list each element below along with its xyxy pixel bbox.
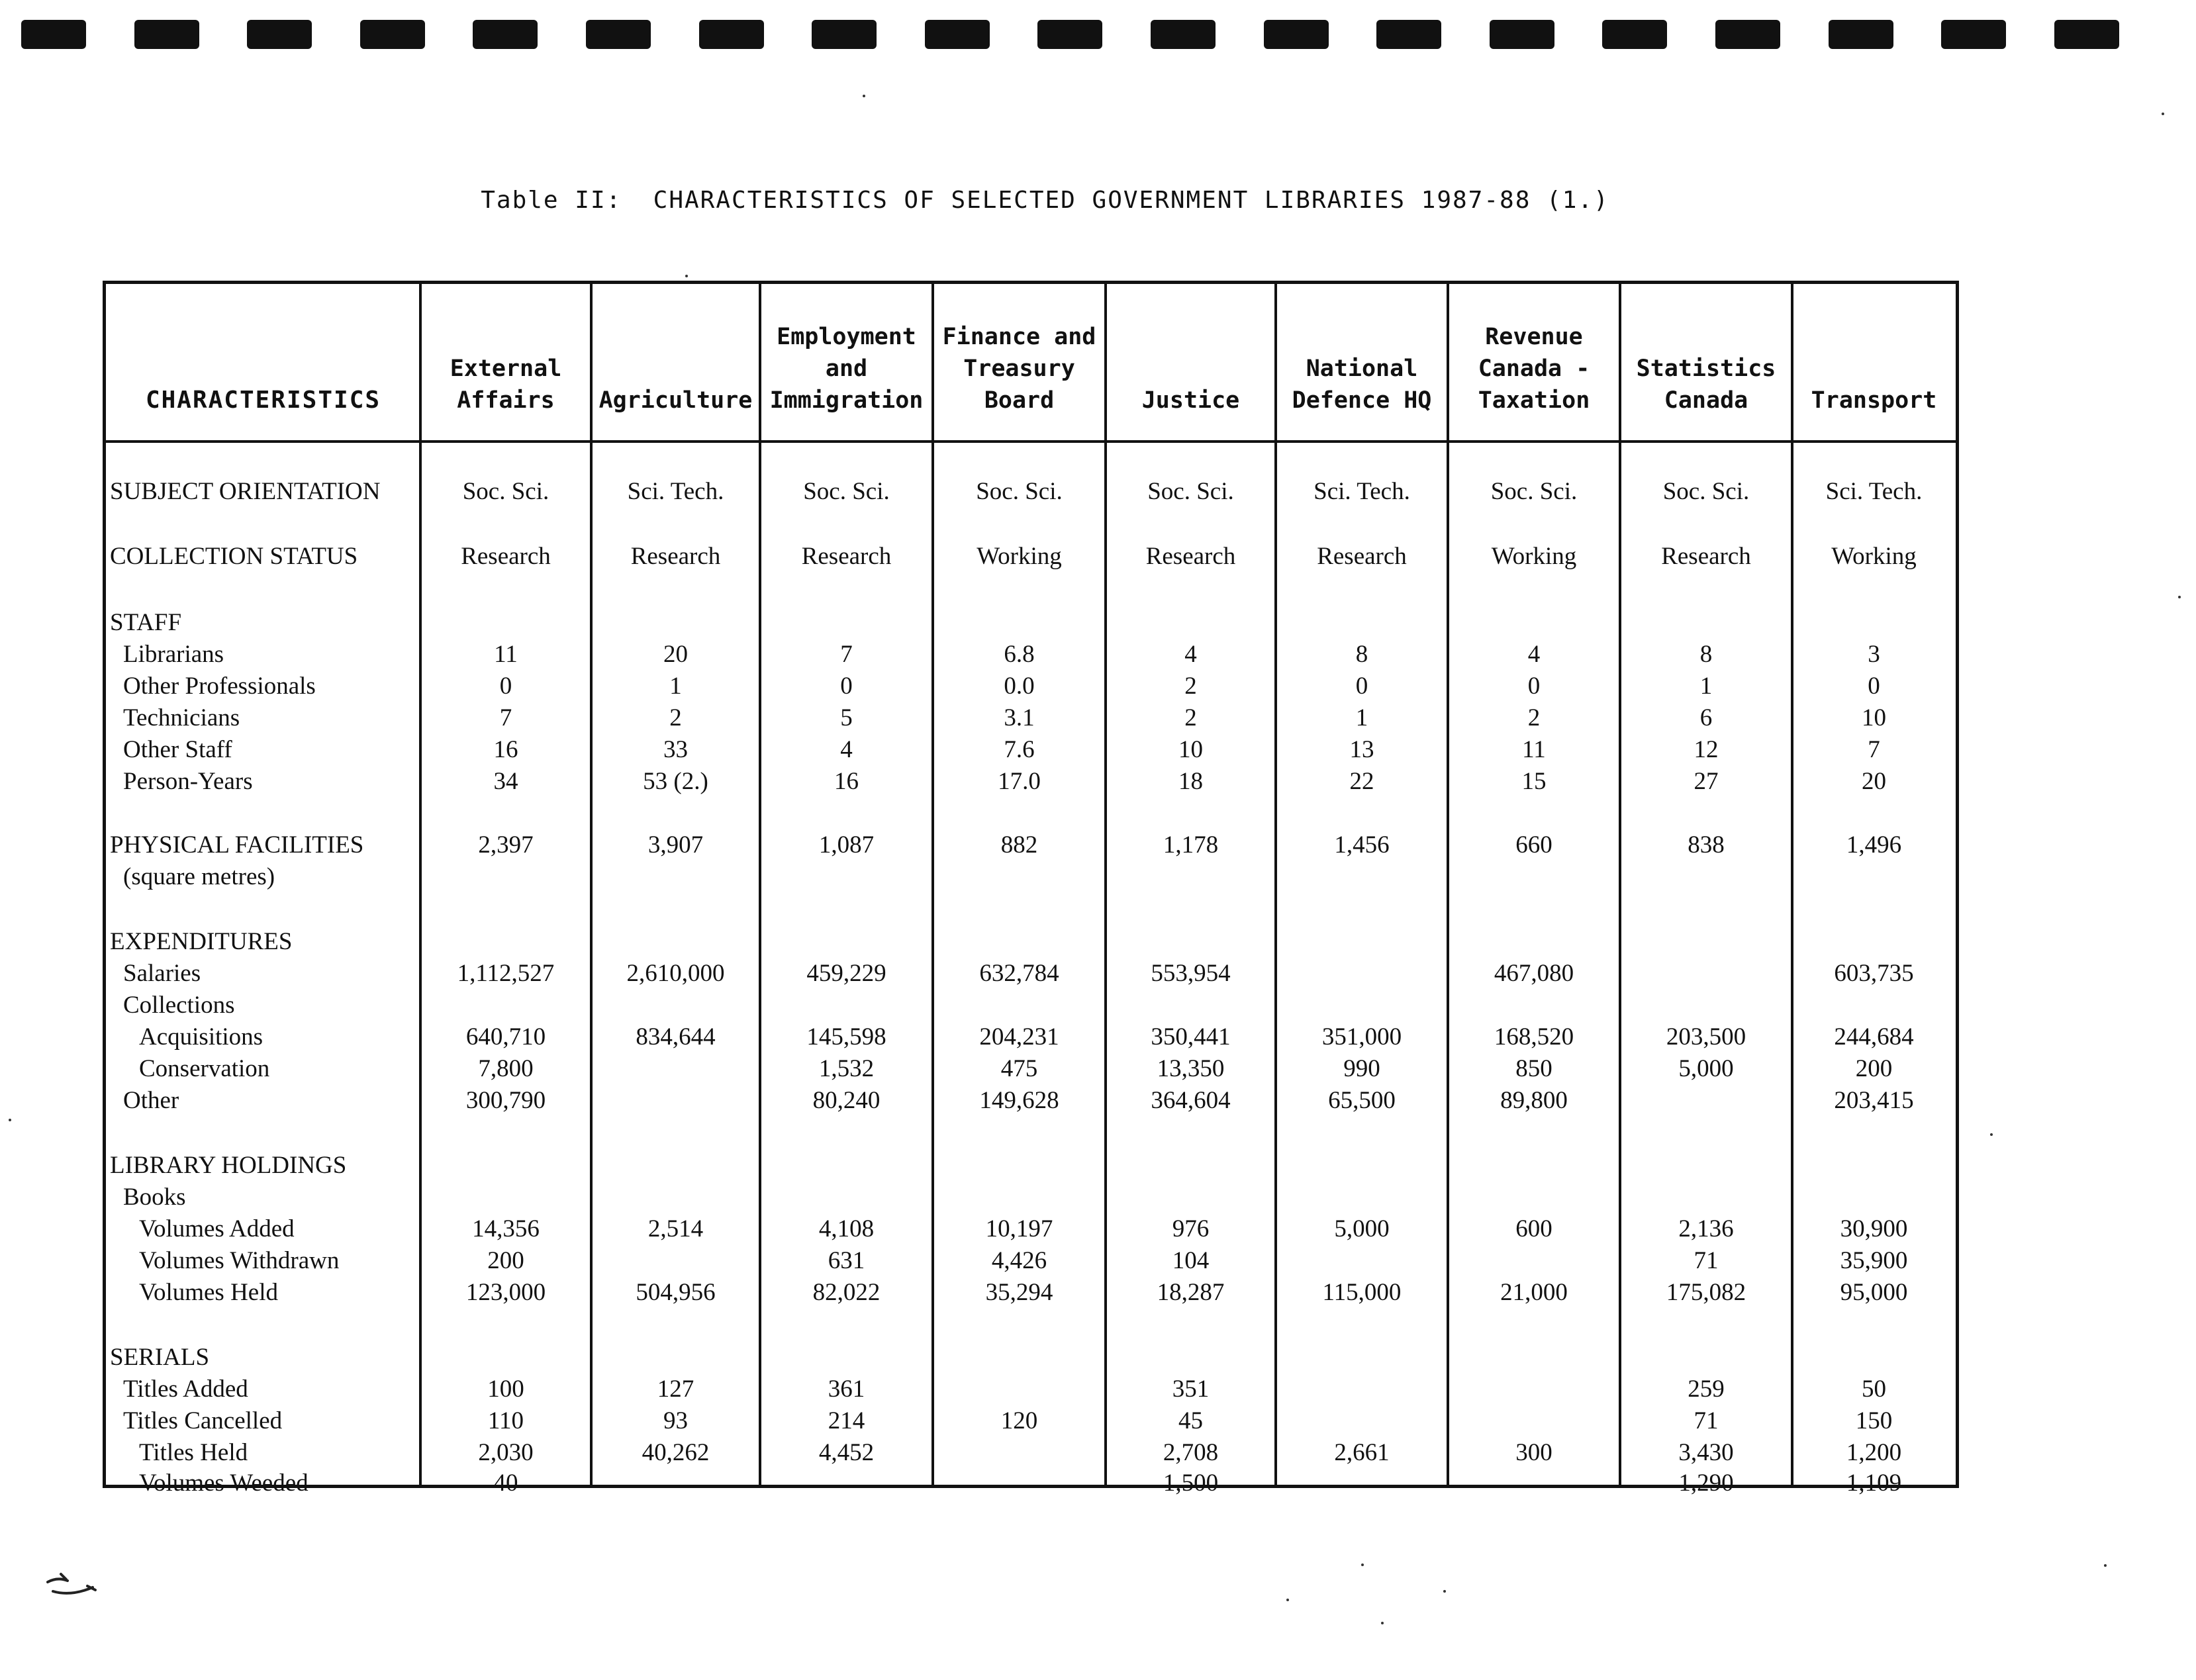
table-cell: 33 <box>663 736 688 763</box>
table-cell: 127 <box>657 1376 694 1403</box>
table-cell: 0 <box>499 673 512 700</box>
table-cell: 20 <box>1862 768 1886 795</box>
row-label: COLLECTION STATUS <box>110 543 358 570</box>
table-cell: 200 <box>487 1247 524 1274</box>
row-label: Titles Held <box>139 1439 248 1466</box>
binder-punch-hole <box>1829 20 1893 49</box>
table-cell: 2,514 <box>647 1215 704 1242</box>
binder-punch-hole <box>360 20 425 49</box>
table-cell: 0.0 <box>1004 673 1035 700</box>
column-header-line: Statistics <box>1636 355 1776 382</box>
table-cell: 12 <box>1694 736 1719 763</box>
table-cell: 22 <box>1349 768 1374 795</box>
table-cell: Sci. Tech. <box>627 478 724 505</box>
table-cell: 4 <box>840 736 853 763</box>
column-header-line: National <box>1306 355 1418 382</box>
table-cell: 838 <box>1688 831 1725 859</box>
scan-speck <box>2178 596 2181 598</box>
row-label: Collections <box>123 992 235 1019</box>
table-cell: Working <box>1491 543 1577 570</box>
table-cell: 35,294 <box>985 1279 1053 1306</box>
row-label: SERIALS <box>110 1344 210 1371</box>
table-cell: 351 <box>1172 1376 1210 1403</box>
column-header-line: Justice <box>1141 387 1240 414</box>
column-header-line: Affairs <box>457 387 555 414</box>
table-cell: 1,178 <box>1163 831 1219 859</box>
table-cell: 149,628 <box>979 1087 1059 1114</box>
table-cell: Research <box>1317 543 1407 570</box>
characteristics-column-header-text: CHARACTERISTICS <box>145 387 381 414</box>
table-cell: 0 <box>1355 673 1368 700</box>
table-cell: 71 <box>1694 1407 1719 1434</box>
scan-speck <box>1990 1133 1993 1136</box>
table-cell: 8 <box>1355 641 1368 668</box>
table-cell: 300 <box>1515 1439 1552 1466</box>
table-cell: 361 <box>828 1376 865 1403</box>
scan-speck <box>1443 1590 1446 1593</box>
table-cell: 40,262 <box>642 1439 710 1466</box>
table-cell: 5,000 <box>1334 1215 1390 1242</box>
table-cell: 1,112,527 <box>457 960 555 987</box>
column-header <box>1106 284 1276 416</box>
row-label: Other Staff <box>123 736 232 763</box>
binder-punch-hole <box>1037 20 1102 49</box>
column-header <box>1620 284 1792 416</box>
table-cell: 4,452 <box>818 1439 875 1466</box>
table-cell: Soc. Sci. <box>1662 478 1750 505</box>
row-label: Volumes Added <box>139 1215 295 1242</box>
table-cell: 1,087 <box>818 831 875 859</box>
table-cell: 1 <box>1355 704 1368 731</box>
table-cell: 100 <box>487 1376 524 1403</box>
scan-speck <box>9 1119 11 1121</box>
table-cell: Research <box>461 543 551 570</box>
row-label: PHYSICAL FACILITIES <box>110 831 364 859</box>
table-cell: 459,229 <box>806 960 886 987</box>
scan-speck <box>863 95 865 97</box>
column-header-line: Canada <box>1664 387 1748 414</box>
table-cell: 204,231 <box>979 1023 1059 1050</box>
table-cell: 18 <box>1178 768 1203 795</box>
table-cell: 203,500 <box>1666 1023 1746 1050</box>
binder-punch-hole <box>1941 20 2006 49</box>
table-cell: 10 <box>1178 736 1203 763</box>
table-cell: 300,790 <box>465 1087 546 1114</box>
binder-punch-strip <box>21 20 2161 49</box>
table-cell: 2 <box>669 704 682 731</box>
table-cell: 553,954 <box>1151 960 1231 987</box>
column-header-line: Finance and <box>942 324 1096 350</box>
column-header <box>933 284 1106 416</box>
table-cell: 467,080 <box>1494 960 1574 987</box>
table-cell: 89,800 <box>1500 1087 1568 1114</box>
table-cell: 45 <box>1178 1407 1203 1434</box>
table-cell: 364,604 <box>1151 1087 1231 1114</box>
table-cell: 6.8 <box>1004 641 1035 668</box>
table-cell: 71 <box>1694 1247 1719 1274</box>
table-cell: 0 <box>1527 673 1541 700</box>
table-cell: 14,356 <box>472 1215 540 1242</box>
table-cell: 7.6 <box>1004 736 1035 763</box>
table-cell: 1,456 <box>1334 831 1390 859</box>
table-cell: 1,200 <box>1846 1439 1902 1466</box>
table-cell: 80,240 <box>812 1087 881 1114</box>
table-cell: 850 <box>1515 1055 1552 1082</box>
table-cell: 6 <box>1699 704 1713 731</box>
table-cell: Sci. Tech. <box>1313 478 1410 505</box>
column-header-line: Transport <box>1811 387 1937 414</box>
table-cell: 16 <box>834 768 859 795</box>
table-cell: Sci. Tech. <box>1825 478 1923 505</box>
binder-punch-hole <box>1602 20 1667 49</box>
table-cell: 5 <box>840 704 853 731</box>
characteristics-column-header <box>106 284 420 416</box>
table-cell: 976 <box>1172 1215 1210 1242</box>
table-cell: 600 <box>1515 1215 1552 1242</box>
column-header-line: External <box>450 355 562 382</box>
row-label: Other <box>123 1087 179 1114</box>
table-cell: 34 <box>493 768 518 795</box>
table-cell: Soc. Sci. <box>462 478 549 505</box>
column-header <box>1276 284 1448 416</box>
table-cell: 834,644 <box>636 1023 716 1050</box>
binder-punch-hole <box>1376 20 1441 49</box>
binder-punch-hole <box>21 20 86 49</box>
table-cell: Soc. Sci. <box>1147 478 1234 505</box>
table-cell: 3,907 <box>647 831 704 859</box>
binder-punch-hole <box>586 20 651 49</box>
page-title: Table II: CHARACTERISTICS OF SELECTED GOVERNMENT LIBRARIES 1987-88 (1.) <box>481 187 1609 214</box>
table-cell: 2,661 <box>1334 1439 1390 1466</box>
table-cell: 93 <box>663 1407 688 1434</box>
table-cell: 0 <box>840 673 853 700</box>
column-header-line: Defence HQ <box>1292 387 1432 414</box>
row-label: SUBJECT ORIENTATION <box>110 478 381 505</box>
pen-mark-scribble <box>41 1562 101 1602</box>
table-cell: 3,430 <box>1678 1439 1734 1466</box>
header-divider <box>106 440 1956 443</box>
table-cell: 3 <box>1868 641 1880 668</box>
table-cell: 145,598 <box>806 1023 886 1050</box>
table-cell: 2 <box>1184 704 1197 731</box>
table-cell: 123,000 <box>465 1279 546 1306</box>
binder-punch-hole <box>925 20 990 49</box>
table-cell: 20 <box>663 641 688 668</box>
table-cell: Soc. Sci. <box>1490 478 1578 505</box>
table-cell: 110 <box>487 1407 524 1434</box>
column-header-line: Revenue <box>1485 324 1583 350</box>
table-cell: 2,610,000 <box>626 960 725 987</box>
column-header-line: Canada - <box>1478 355 1590 382</box>
column-header-line: Board <box>984 387 1055 414</box>
row-label: Person-Years <box>123 768 253 795</box>
table-cell: 351,000 <box>1321 1023 1402 1050</box>
table-cell: 603,735 <box>1834 960 1914 987</box>
table-cell: 7 <box>499 704 512 731</box>
table-cell: 15 <box>1521 768 1547 795</box>
table-cell: 8 <box>1699 641 1713 668</box>
table-cell: Research <box>1661 543 1751 570</box>
scan-speck <box>2162 113 2164 115</box>
table-cell: 18,287 <box>1157 1279 1225 1306</box>
table-cell: 244,684 <box>1834 1023 1914 1050</box>
table-cell: 10,197 <box>985 1215 1053 1242</box>
table-cell: 0 <box>1868 673 1880 700</box>
table-cell: 259 <box>1688 1376 1725 1403</box>
row-label: Librarians <box>123 641 224 668</box>
row-label: Salaries <box>123 960 201 987</box>
table-cell: 1,532 <box>818 1055 875 1082</box>
table-cell: 475 <box>1000 1055 1038 1082</box>
table-cell: 30,900 <box>1840 1215 1908 1242</box>
row-label: Volumes Weeded <box>139 1470 309 1497</box>
column-header-line: Taxation <box>1478 387 1590 414</box>
scan-speck <box>1286 1599 1289 1601</box>
row-label: Acquisitions <box>139 1023 263 1050</box>
table-cell: Working <box>1831 543 1917 570</box>
binder-punch-hole <box>2054 20 2119 49</box>
row-label: Books <box>123 1184 186 1211</box>
binder-punch-hole <box>699 20 764 49</box>
table-cell: 65,500 <box>1328 1087 1396 1114</box>
binder-punch-hole <box>134 20 199 49</box>
row-label: Other Professionals <box>123 673 316 700</box>
table-cell: 10 <box>1862 704 1886 731</box>
table-cell: 2,397 <box>478 831 534 859</box>
table-cell: 1,290 <box>1678 1470 1734 1497</box>
table-cell: 40 <box>493 1470 518 1497</box>
binder-punch-hole <box>1151 20 1216 49</box>
table-cell: 632,784 <box>979 960 1059 987</box>
column-header <box>1792 284 1956 416</box>
table-cell: 2 <box>1527 704 1541 731</box>
table-cell: 13 <box>1349 736 1374 763</box>
table-cell: 214 <box>828 1407 865 1434</box>
table-cell: 168,520 <box>1494 1023 1574 1050</box>
table-cell: 21,000 <box>1500 1279 1568 1306</box>
binder-punch-hole <box>473 20 538 49</box>
row-label: Titles Added <box>123 1376 248 1403</box>
table-cell: 7 <box>840 641 853 668</box>
scan-speck <box>1381 1622 1384 1624</box>
table-cell: 115,000 <box>1322 1279 1402 1306</box>
column-header-line: and <box>825 355 868 382</box>
column-header-line: Treasury <box>963 355 1075 382</box>
table-cell: 7,800 <box>478 1055 534 1082</box>
table-cell: 882 <box>1000 831 1038 859</box>
table-cell: 1 <box>669 673 682 700</box>
table-cell: 50 <box>1862 1376 1886 1403</box>
table-cell: 13,350 <box>1157 1055 1225 1082</box>
table-cell: 104 <box>1172 1247 1210 1274</box>
table-cell: 2,708 <box>1163 1439 1219 1466</box>
table-cell: 150 <box>1855 1407 1893 1434</box>
table-cell: 11 <box>1522 736 1546 763</box>
table-cell: 990 <box>1343 1055 1380 1082</box>
table-cell: 53 (2.) <box>643 768 708 795</box>
table-cell: 660 <box>1515 831 1552 859</box>
table-cell: 95,000 <box>1840 1279 1908 1306</box>
scan-speck <box>685 275 688 277</box>
table-cell: 2,136 <box>1678 1215 1734 1242</box>
table-cell: 350,441 <box>1151 1023 1231 1050</box>
table-cell: 175,082 <box>1666 1279 1746 1306</box>
table-cell: 27 <box>1694 768 1719 795</box>
column-header <box>1448 284 1620 416</box>
binder-punch-hole <box>1715 20 1780 49</box>
characteristics-table <box>103 281 1959 1497</box>
table-cell: Working <box>977 543 1062 570</box>
scan-speck <box>1361 1563 1364 1566</box>
column-header <box>591 284 760 416</box>
column-header <box>420 284 591 416</box>
table-cell: 35,900 <box>1840 1247 1908 1274</box>
table-cell: 120 <box>1000 1407 1038 1434</box>
table-cell: Research <box>630 543 721 570</box>
row-label: Titles Cancelled <box>123 1407 283 1434</box>
row-label: Technicians <box>123 704 240 731</box>
row-label: STAFF <box>110 609 182 636</box>
row-label: Volumes Held <box>139 1279 279 1306</box>
row-label: Volumes Withdrawn <box>139 1247 340 1274</box>
binder-punch-hole <box>247 20 312 49</box>
table-cell: 82,022 <box>812 1279 881 1306</box>
table-cell: 4 <box>1184 641 1197 668</box>
table-cell: 2,030 <box>478 1439 534 1466</box>
column-header-line: Agriculture <box>598 387 753 414</box>
table-cell: 1 <box>1699 673 1713 700</box>
table-cell: 2 <box>1184 673 1197 700</box>
row-label: (square metres) <box>123 863 275 890</box>
table-cell: Soc. Sci. <box>803 478 890 505</box>
scan-speck <box>2104 1564 2107 1567</box>
table-cell: 1,109 <box>1846 1470 1902 1497</box>
table-cell: Soc. Sci. <box>976 478 1063 505</box>
table-cell: 504,956 <box>636 1279 716 1306</box>
row-label: LIBRARY HOLDINGS <box>110 1152 347 1179</box>
binder-punch-hole <box>812 20 877 49</box>
table-cell: 16 <box>493 736 518 763</box>
table-cell: 631 <box>828 1247 865 1274</box>
binder-punch-hole <box>1490 20 1554 49</box>
column-header <box>760 284 933 416</box>
table-cell: 5,000 <box>1678 1055 1734 1082</box>
row-label: EXPENDITURES <box>110 928 293 955</box>
table-cell: 17.0 <box>998 768 1041 795</box>
table-cell: 11 <box>494 641 518 668</box>
table-cell: 3.1 <box>1004 704 1035 731</box>
table-cell: 203,415 <box>1834 1087 1914 1114</box>
table-cell: 200 <box>1855 1055 1893 1082</box>
table-cell: Research <box>801 543 892 570</box>
table-cell: 4,426 <box>991 1247 1047 1274</box>
table-cell: 1,496 <box>1846 831 1902 859</box>
row-label: Conservation <box>139 1055 270 1082</box>
table-cell: 4,108 <box>818 1215 875 1242</box>
table-cell: 7 <box>1868 736 1880 763</box>
table-cell: 4 <box>1527 641 1541 668</box>
binder-punch-hole <box>1264 20 1329 49</box>
table-cell: Research <box>1145 543 1236 570</box>
table-cell: 640,710 <box>465 1023 546 1050</box>
table-cell: 1,500 <box>1163 1470 1219 1497</box>
column-header-line: Employment <box>777 324 916 350</box>
column-header-line: Immigration <box>769 387 924 414</box>
